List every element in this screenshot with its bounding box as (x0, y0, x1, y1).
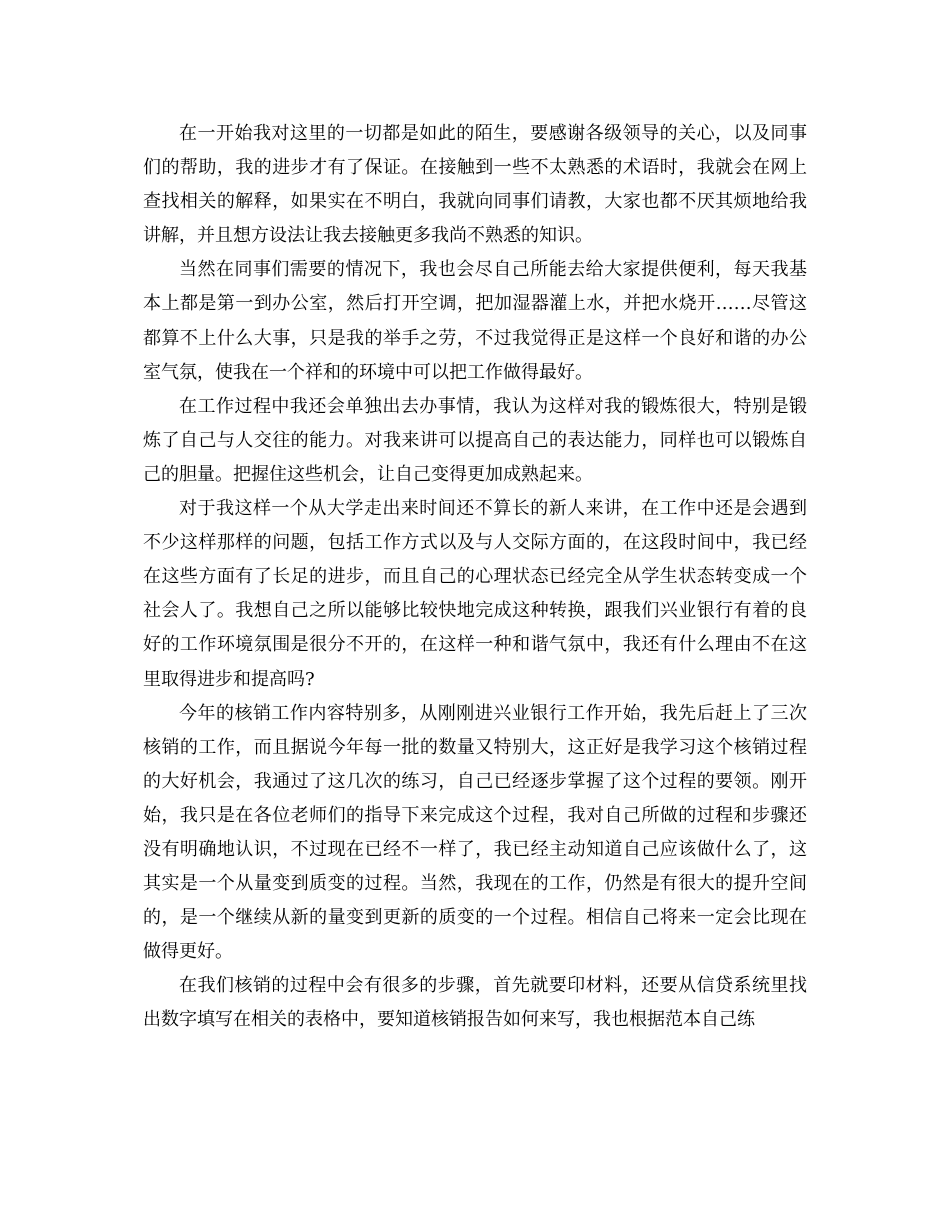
paragraph-3: 在工作过程中我还会单独出去办事情，我认为这样对我的锻炼很大，特别是锻炼了自己与人交往的能力。对我来讲可以提高自己的表达能力，同样也可以锻炼自己的胆量。把握住这些机会，让自己变得更加成熟起来。 (143, 395, 807, 485)
paragraph-2: 当然在同事们需要的情况下，我也会尽自己所能去给大家提供便利，每天我基本上都是第一到办公室，然后打开空调，把加湿器灌上水，并把水烧开……尽管这都算不上什么大事，只是我的举手之劳，不过我觉得正是这样一个良好和谐的办公室气氛，使我在一个祥和的环境中可以把工作做得最好。 (143, 259, 807, 383)
paragraph-6: 在我们核销的过程中会有很多的步骤，首先就要印材料，还要从信贷系统里找出数字填写在相关的表格中，要知道核销报告如何来写，我也根据范本自己练 (143, 975, 807, 1031)
paragraph-5: 今年的核销工作内容特别多，从刚刚进兴业银行工作开始，我先后赶上了三次核销的工作，而且据说今年每一批的数量又特别大，这正好是我学习这个核销过程的大好机会，我通过了这几次的练习，自己已经逐步掌握了这个过程的要领。刚开始，我只是在各位老师们的指导下来完成这个过程，我对自己所做的过程和步骤还没有明确地认识，不过现在已经不一样了，我已经主动知道自己应该做什么了，这其实是一个从量变到质变的过程。当然，我现在的工作，仍然是有很大的提升空间的，是一个继续从新的量变到更新的质变的一个过程。相信自己将来一定会比现在做得更好。 (143, 702, 807, 963)
paragraph-1: 在一开始我对这里的一切都是如此的陌生，要感谢各级领导的关心，以及同事们的帮助，我的进步才有了保证。在接触到一些不太熟悉的术语时，我就会在网上查找相关的解释，如果实在不明白，我就向同事们请教，大家也都不厌其烦地给我讲解，并且想方设法让我去接触更多我尚不熟悉的知识。 (143, 123, 807, 247)
paragraph-4: 对于我这样一个从大学走出来时间还不算长的新人来讲，在工作中还是会遇到不少这样那样的问题，包括工作方式以及与人交际方面的，在这段时间中，我已经在这些方面有了长足的进步，而且自己的心理状态已经完全从学生状态转变成一个社会人了。我想自己之所以能够比较快地完成这种转换，跟我们兴业银行有着的良好的工作环境氛围是很分不开的，在这样一种和谐气氛中，我还有什么理由不在这里取得进步和提高吗? (143, 498, 807, 690)
document-body (143, 117, 807, 1038)
